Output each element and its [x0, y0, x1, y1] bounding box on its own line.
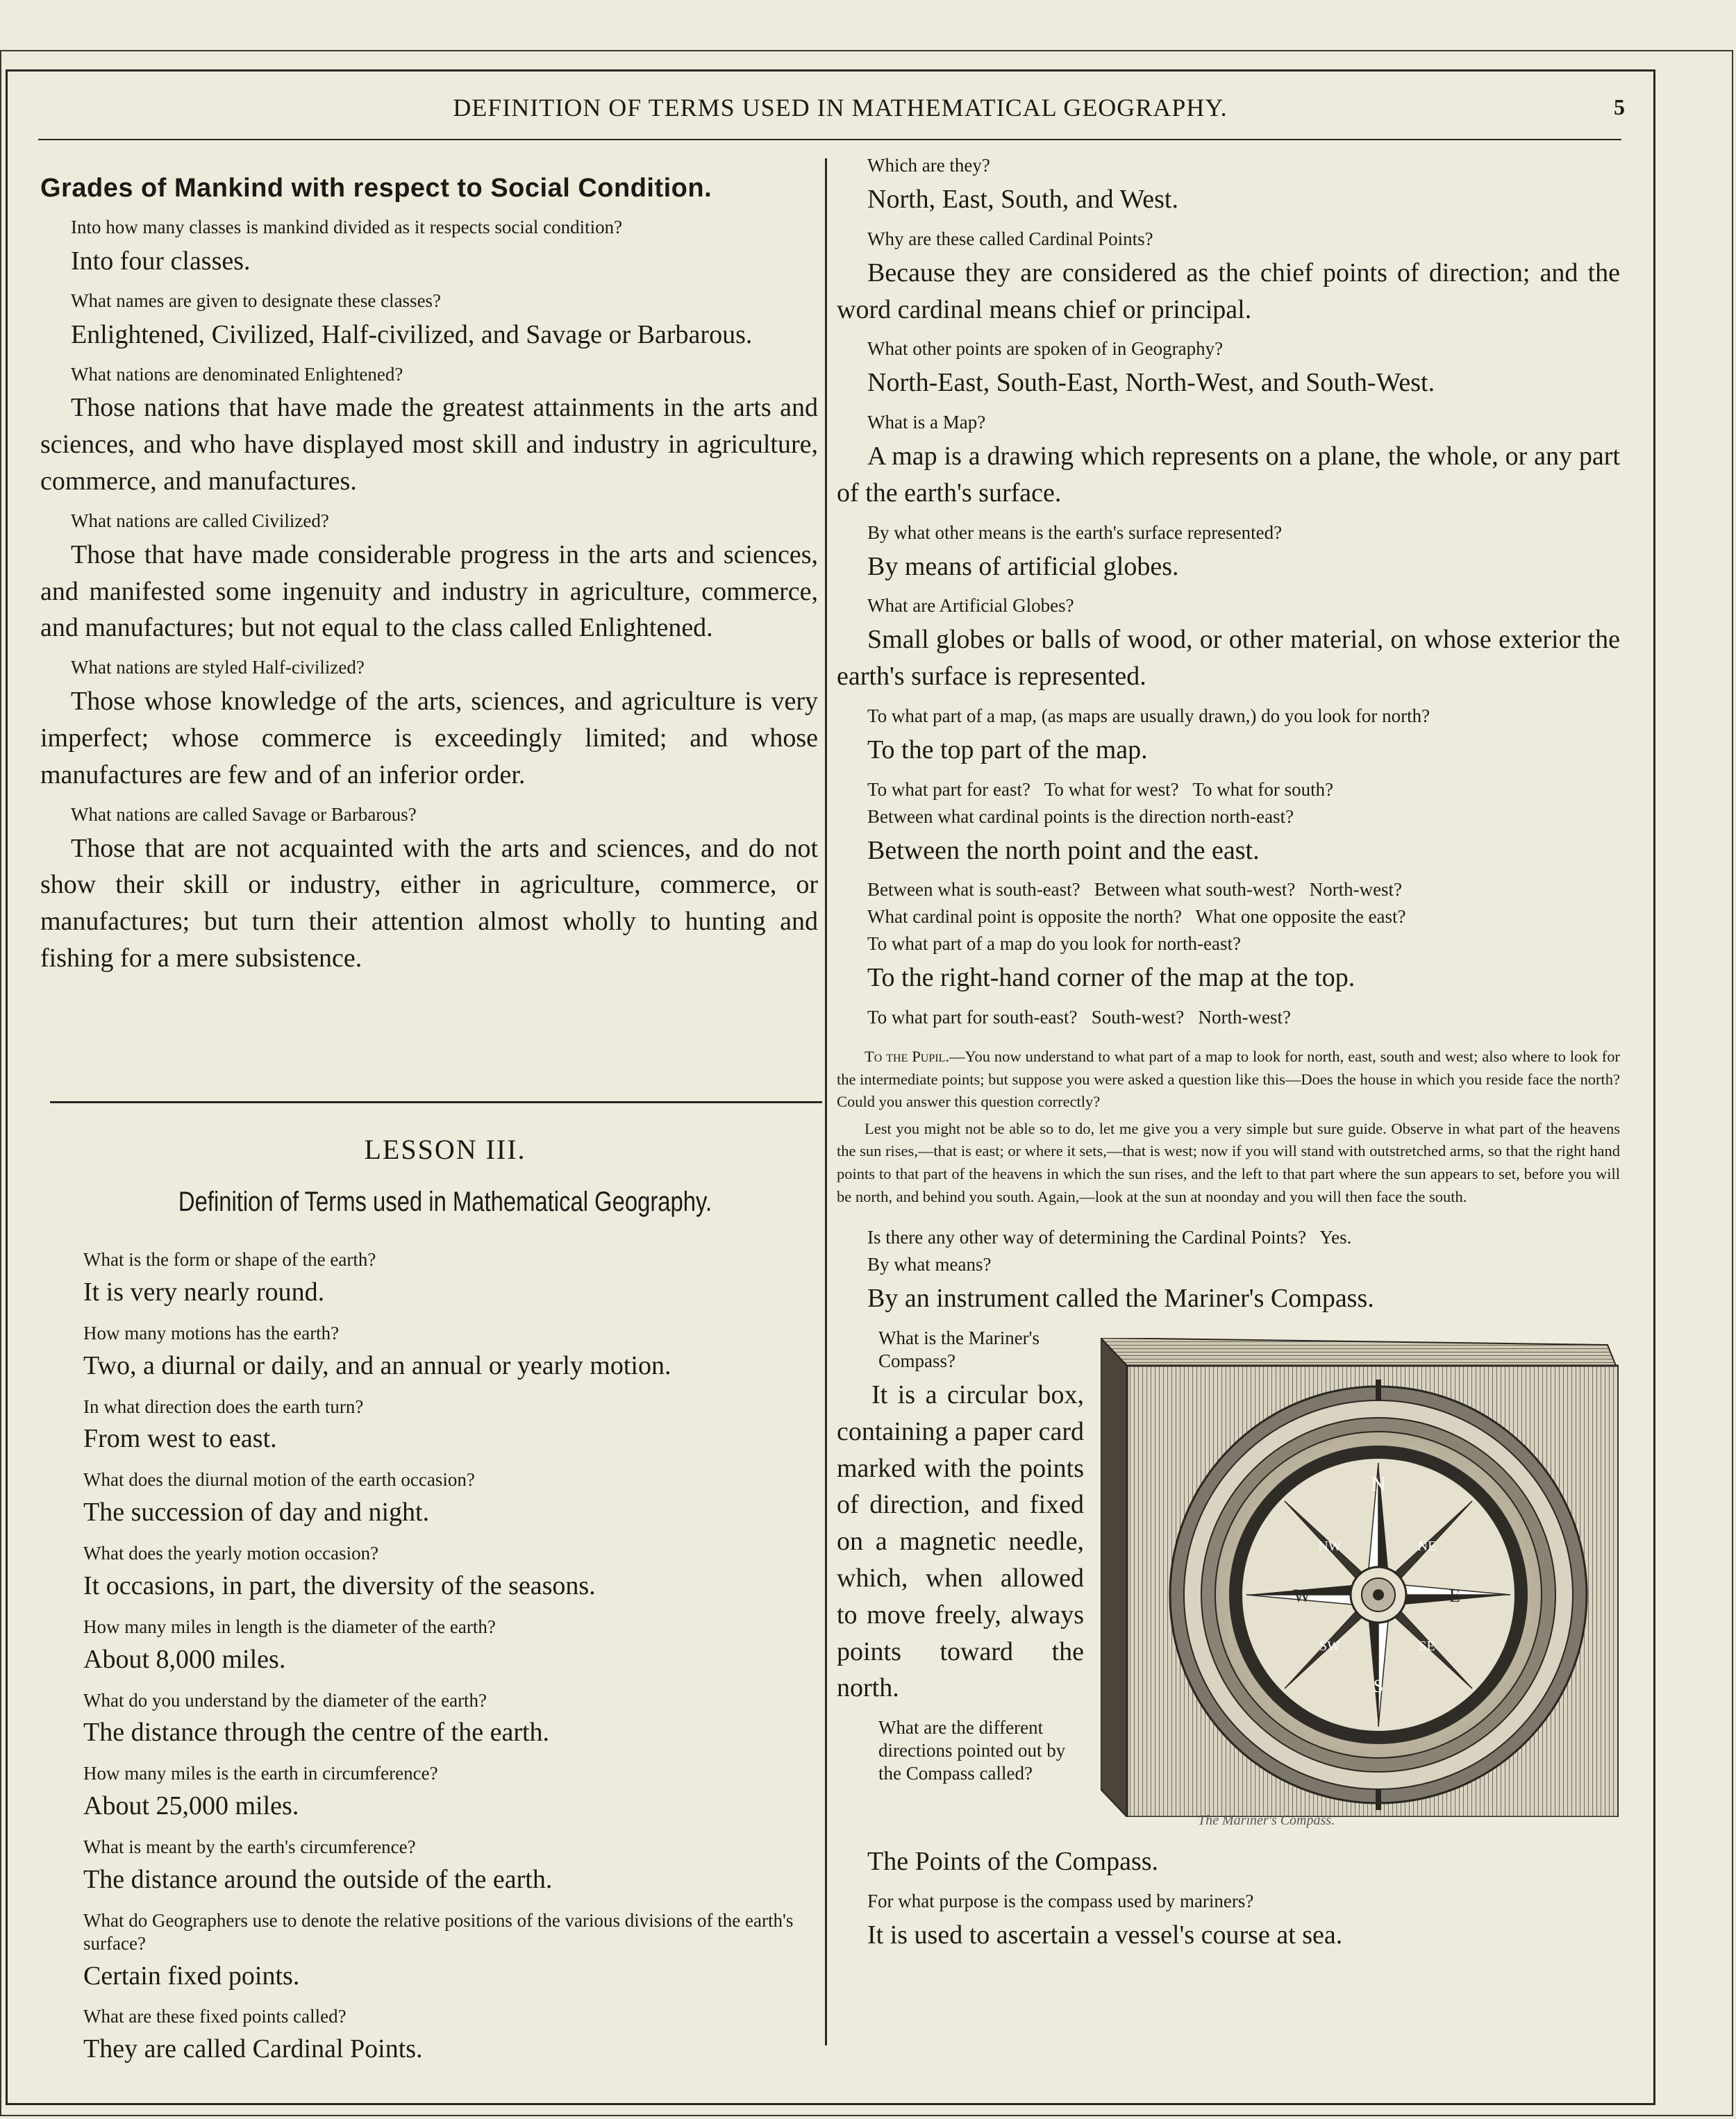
question: Between what is south-east? Between what south-west? North-west? [867, 879, 1403, 901]
question: Is there any other way of determining the Cardinal Points? Yes. [867, 1227, 1352, 1248]
answer: From west to east. [83, 1424, 277, 1454]
running-title: DEFINITION OF TERMS USED IN MATHEMATICAL GEOGRAPHY. [453, 94, 1228, 122]
answer: Small globes or balls of wood, or other material, on whose exterior the earth's surface is represented. [837, 625, 1620, 692]
question: What is the Mariner's Compass? [878, 1327, 1040, 1371]
question: What are these fixed points called? [83, 2006, 347, 2027]
figure-caption: The Mariner's Compass. [1198, 1813, 1335, 1828]
lesson-subtitle: Definition of Terms used in Mathematical Geography. [178, 1187, 712, 1217]
compass-block [837, 1327, 1620, 1841]
answer: It is a circular box, containing a paper card marked with the points of direction, and fixed on a magnetic needle, which, when allowed to move freely, always points toward the north. [837, 1380, 1084, 1703]
answer: Because they are considered as the chief points of direction; and the word cardinal means chief or principal. [837, 258, 1620, 324]
compass-letter-n: N [1371, 1473, 1386, 1496]
question: What nations are styled Half-civilized? [71, 657, 365, 678]
compass-rose [1246, 1463, 1510, 1727]
answer: Enlightened, Civilized, Half-civilized, and Savage or Barbarous. [71, 319, 753, 349]
question: By what other means is the earth's surface represented? [867, 521, 1283, 543]
compass-text [837, 1327, 1084, 1789]
question: What do you understand by the diameter of the earth? [83, 1689, 487, 1711]
lesson-divider [50, 1101, 822, 1103]
question: How many miles is the earth in circumference? [83, 1763, 438, 1784]
answer: The Points of the Compass. [867, 1847, 1159, 1876]
question: What nations are called Civilized? [71, 510, 329, 531]
answer: It is used to ascertain a vessel's course at sea. [867, 1920, 1343, 1950]
header-rule [38, 139, 1621, 140]
compass-letter-ne: NE [1417, 1539, 1437, 1554]
answer: The distance around the outside of the earth. [83, 1864, 553, 1894]
compass-letter-se: SE [1419, 1639, 1435, 1654]
question: To what part of a map do you look for north-east? [867, 933, 1241, 955]
compass-illustration [1101, 1338, 1619, 1817]
answer: They are called Cardinal Points. [83, 2034, 423, 2064]
running-head [42, 93, 1639, 135]
question: How many motions has the earth? [83, 1322, 340, 1343]
compass-letter-sw: SW [1319, 1639, 1340, 1654]
answer: Certain fixed points. [83, 1961, 300, 1991]
answer: North-East, South-East, North-West, and South-West. [867, 368, 1435, 398]
answer: By means of artificial globes. [867, 551, 1179, 581]
lesson-title: LESSON III. [364, 1134, 526, 1165]
question: Which are they? [867, 155, 990, 176]
qa-list-social [40, 216, 818, 977]
page-number: 5 [1614, 94, 1625, 119]
answer: The succession of day and night. [83, 1498, 430, 1527]
question: What do Geographers use to denote the relative positions of the various divisions of the earth's surface? [83, 1909, 794, 1954]
lesson-section [67, 1129, 824, 2079]
pupil-note [837, 1046, 1620, 1114]
answer: North, East, South, and West. [867, 184, 1178, 214]
question: To what part for east? To what for west? To what for south? [867, 778, 1334, 800]
answer: To the right-hand corner of the map at the top. [867, 963, 1355, 993]
answer: Those whose knowledge of the arts, sciences, and agriculture is very imperfect; whose commerce is exceedingly limited; and whose manufactures are few and of an inferior order. [40, 687, 818, 789]
answer: Into four classes. [71, 246, 251, 276]
answer: A map is a drawing which represents on a plane, the whole, or any part of the earth's surface. [837, 442, 1620, 508]
question: What does the diurnal motion of the earth occasion? [83, 1469, 475, 1491]
answer: To the top part of the map. [867, 735, 1148, 764]
question: How many miles in length is the diameter of the earth? [83, 1616, 496, 1637]
question: In what direction does the earth turn? [83, 1396, 364, 1417]
question: To what part of a map, (as maps are usually drawn,) do you look for north? [867, 705, 1430, 726]
question: What is meant by the earth's circumference? [83, 1836, 416, 1857]
answer: Two, a diurnal or daily, and an annual or yearly motion. [83, 1350, 671, 1380]
question: What cardinal point is opposite the north? What one opposite the east? [867, 906, 1406, 928]
compass-letter-nw: NW [1318, 1539, 1342, 1554]
compass-letter-s: S [1373, 1676, 1384, 1696]
answer: Those that are not acquainted with the arts and sciences, and do not show their skill or industry, either in agriculture, commerce, or manufactures; but turn their attention almost wholly to hunting and fishing for a mere subsistence. [40, 833, 818, 973]
question: By what means? [867, 1254, 992, 1275]
question: What is a Map? [867, 412, 986, 433]
answer: Those nations that have made the greatest attainments in the arts and sciences, and who have displayed most skill and industry in agriculture, commerce, and manufactures. [40, 393, 818, 496]
question: To what part for south-east? South-west? North-west? [867, 1007, 1291, 1028]
right-column [837, 154, 1620, 1963]
question: Into how many classes is mankind divided as it respects social condition? [71, 217, 623, 237]
pupil-note-guide: Lest you might not be able so to do, let me give you a very simple but sure guide. Observe in what part of the heavens the sun rises,—that is east; or where it sets,—that is west; now if you will stand with outstretched arms, so that the right hand points to that part of the heavens in which the sun rises, and the left to that part where the sun appears to set, before you will be north, and behind you south. Again,—look at the sun at noonday and you will then face the south. [837, 1119, 1620, 1205]
question: What are Artificial Globes? [867, 595, 1074, 617]
section-title: Grades of Mankind with respect to Social Condition. [40, 174, 712, 203]
answer: Those that have made considerable progress in the arts and sciences, and manifested some ingenuity and industry in agriculture, commerce, and manufactures; but not equal to the class called Enlightened. [40, 539, 818, 643]
question: What are the different directions pointed out by the Compass called? [878, 1717, 1066, 1784]
question: What nations are denominated Enlightened? [71, 363, 403, 385]
note-text: —You now understand to what part of a map to look for north, east, south and west; also where to look for the intermediate points; but suppose you were asked a question like this—Does the house in which you reside face the north? Could you answer this question correctly? [837, 1047, 1621, 1111]
question: What other points are spoken of in Geography? [867, 338, 1224, 360]
answer: It occasions, in part, the diversity of the seasons. [83, 1571, 596, 1600]
question: For what purpose is the compass used by mariners? [867, 1890, 1254, 1911]
note-label: To the Pupil. [865, 1047, 949, 1065]
question: Why are these called Cardinal Points? [867, 228, 1153, 249]
compass-letter-w: W [1293, 1586, 1311, 1606]
question: What nations are called Savage or Barbarous? [71, 803, 417, 825]
answer: About 25,000 miles. [83, 1791, 299, 1821]
answer: About 8,000 miles. [83, 1644, 286, 1674]
left-column-top [40, 154, 818, 987]
answer: The distance through the centre of the earth. [83, 1718, 550, 1748]
question: What names are given to designate these classes? [71, 290, 442, 311]
column-divider [825, 158, 827, 2045]
qa-list-lesson [67, 1248, 824, 2068]
question: What does the yearly motion occasion? [83, 1543, 379, 1564]
compass-letter-e: E [1449, 1586, 1460, 1606]
answer: Between the north point and the east. [867, 835, 1260, 865]
answer: By an instrument called the Mariner's Compass. [867, 1284, 1374, 1314]
answer: It is very nearly round. [83, 1277, 325, 1307]
question: Between what cardinal points is the direction north-east? [867, 805, 1294, 827]
question: What is the form or shape of the earth? [83, 1249, 376, 1270]
